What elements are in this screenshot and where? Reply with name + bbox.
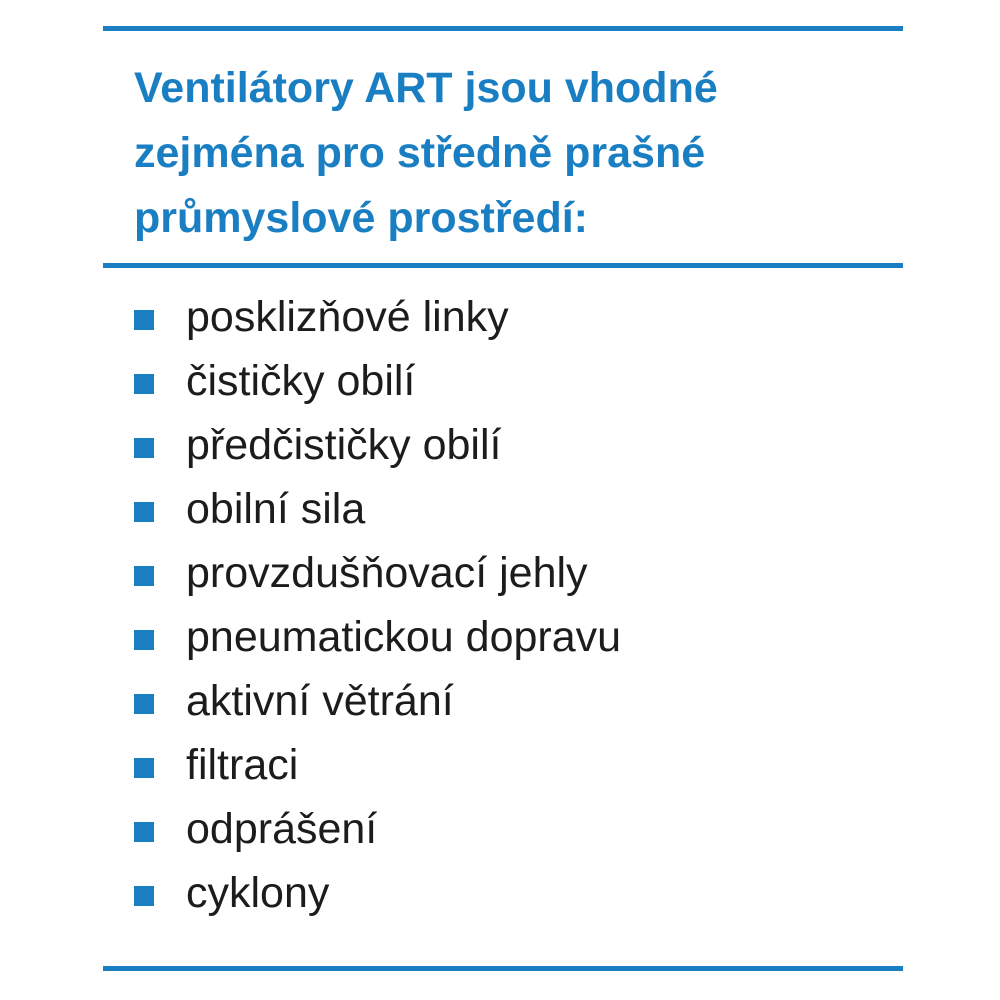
list-item-label: aktivní větrání bbox=[186, 676, 454, 725]
list-item bbox=[134, 285, 621, 349]
list-item-label: cyklony bbox=[186, 868, 330, 917]
list-item bbox=[134, 541, 621, 605]
heading bbox=[134, 56, 894, 251]
list-item bbox=[134, 733, 621, 797]
bottom-divider bbox=[103, 966, 903, 971]
square-bullet-icon bbox=[134, 630, 154, 650]
list-item bbox=[134, 477, 621, 541]
square-bullet-icon bbox=[134, 374, 154, 394]
list-item-label: předčističky obilí bbox=[186, 420, 502, 469]
list-item bbox=[134, 349, 621, 413]
list-item-label: čističky obilí bbox=[186, 356, 416, 405]
heading-line: průmyslové prostředí: bbox=[134, 194, 588, 242]
list-item-label: pneumatickou dopravu bbox=[186, 612, 622, 661]
square-bullet-icon bbox=[134, 822, 154, 842]
application-list bbox=[134, 285, 621, 925]
square-bullet-icon bbox=[134, 502, 154, 522]
square-bullet-icon bbox=[134, 310, 154, 330]
square-bullet-icon bbox=[134, 758, 154, 778]
list-item bbox=[134, 797, 621, 861]
list-item-label: obilní sila bbox=[186, 484, 366, 533]
list-item bbox=[134, 413, 621, 477]
top-divider bbox=[103, 26, 903, 31]
list-item bbox=[134, 605, 621, 669]
heading-line: zejména pro středně prašné bbox=[134, 129, 706, 177]
list-item bbox=[134, 861, 621, 925]
middle-divider bbox=[103, 263, 903, 268]
square-bullet-icon bbox=[134, 886, 154, 906]
square-bullet-icon bbox=[134, 438, 154, 458]
square-bullet-icon bbox=[134, 694, 154, 714]
list-item-label: filtraci bbox=[186, 740, 299, 789]
list-item bbox=[134, 669, 621, 733]
square-bullet-icon bbox=[134, 566, 154, 586]
list-item-label: provzdušňovací jehly bbox=[186, 548, 588, 597]
list-item-label: posklizňové linky bbox=[186, 292, 509, 341]
list-item-label: odprášení bbox=[186, 804, 378, 853]
heading-line: Ventilátory ART jsou vhodné bbox=[134, 64, 718, 112]
